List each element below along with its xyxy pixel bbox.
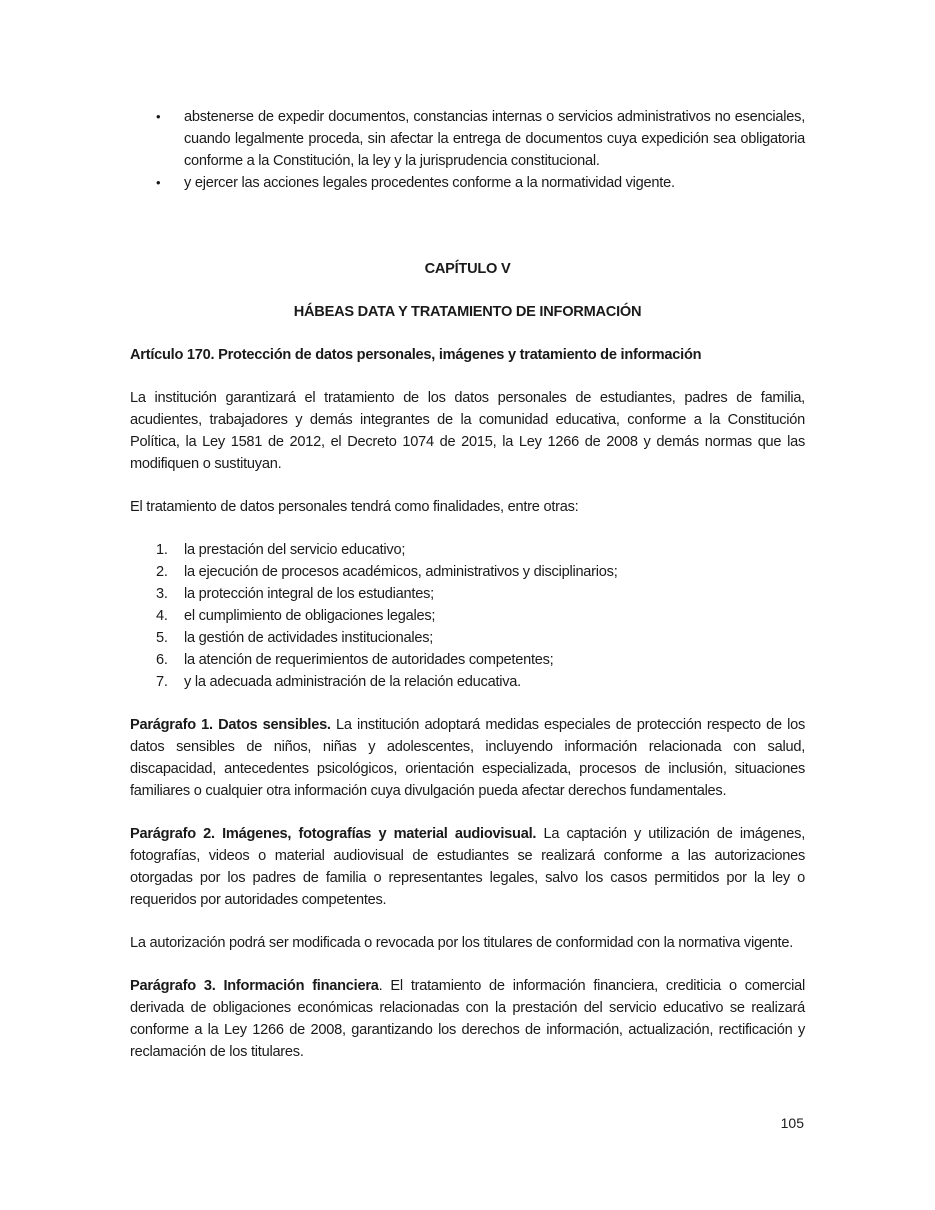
list-item [130,172,805,194]
paragraph-2-text: La captación y utilización de imágenes, fotografías, videos o material audiovisual de estudiantes se realizará conforme a las autorizaciones otorgadas por los padres de familia o representantes legales, salvo los casos permitidos por la ley o requeridos por autoridades competentes. [130,826,805,908]
list-item [130,627,805,649]
paragraph-1-text: La institución adoptará medidas especiales de protección respecto de los datos sensibles de niños, niñas y adolescentes, incluyendo información relacionada con salud, discapacidad, antecedentes psicológicos, orientación especializada, procesos de inclusión, situaciones familiares o cualquier otra información cuya divulgación pueda afectar derechos fundamentales. [130,717,805,799]
authorization-note: La autorización podrá ser modificada o revocada por los titulares de conformidad con la normativa vigente. [130,935,794,951]
list-text: la ejecución de procesos académicos, administrativos y disciplinarios; [184,564,618,580]
page-content [130,106,805,1063]
paragraph-1 [130,714,805,802]
list-text: la atención de requerimientos de autoridades competentes; [184,652,554,668]
list-item [130,671,805,693]
bullet-icon: • [156,109,161,124]
paragraph-1-label: Parágrafo 1. Datos sensibles. [130,717,331,733]
list-item [130,605,805,627]
article-title: Artículo 170. Protección de datos personales, imágenes y tratamiento de información [130,347,702,363]
paragraph-3 [130,975,805,1063]
list-text: la prestación del servicio educativo; [184,542,406,558]
list-text: la protección integral de los estudiantes; [184,586,434,602]
list-item [130,106,805,172]
chapter-number: CAPÍTULO V [424,261,511,277]
page-number: 105 [780,1115,804,1131]
paragraph-2-label: Parágrafo 2. Imágenes, fotografías y material audiovisual. [130,826,537,842]
paragraph-2 [130,823,805,911]
list-number: 5. [156,630,168,646]
article-intro: La institución garantizará el tratamiento de los datos personales de estudiantes, padres de familia, acudientes, trabajadores y demás integrantes de la comunidad educativa, conforme a la Constitución Política, la Ley 1581 de 2012, el Decreto 1074 de 2015, la Ley 1266 de 2008 y demás normas que las modifiquen o sustituyan. [130,390,805,472]
bullet-text: abstenerse de expedir documentos, constancias internas o servicios administrativos no esenciales, cuando legalmente proceda, sin afectar la entrega de documentos cuya expedición sea obligatoria conforme a la Constitución, la ley y la jurisprudencia constitucional. [184,109,805,169]
bullet-icon: • [156,175,161,190]
list-number: 7. [156,674,168,690]
list-item [130,561,805,583]
list-text: y la adecuada administración de la relación educativa. [184,674,521,690]
list-number: 1. [156,542,168,558]
list-text: el cumplimiento de obligaciones legales; [184,608,436,624]
list-item [130,583,805,605]
paragraph-3-text: . El tratamiento de información financiera, crediticia o comercial derivada de obligaciones económicas relacionadas con la prestación del servicio educativo se realizará conforme a la Ley 1266 de 2008, garantizando los derechos de información, actualización, rectificación y reclamación de los titulares. [130,978,805,1060]
purposes-intro: El tratamiento de datos personales tendrá como finalidades, entre otras: [130,499,579,515]
list-item [130,649,805,671]
bullet-list [130,106,805,194]
list-number: 2. [156,564,168,580]
purposes-list [130,539,805,693]
chapter-title: HÁBEAS DATA Y TRATAMIENTO DE INFORMACIÓN [293,304,642,320]
list-number: 3. [156,586,168,602]
paragraph-3-label: Parágrafo 3. Información financiera [130,978,379,994]
list-number: 6. [156,652,168,668]
list-text: la gestión de actividades institucionales; [184,630,434,646]
list-item [130,539,805,561]
list-number: 4. [156,608,168,624]
bullet-text: y ejercer las acciones legales procedentes conforme a la normatividad vigente. [184,175,675,191]
